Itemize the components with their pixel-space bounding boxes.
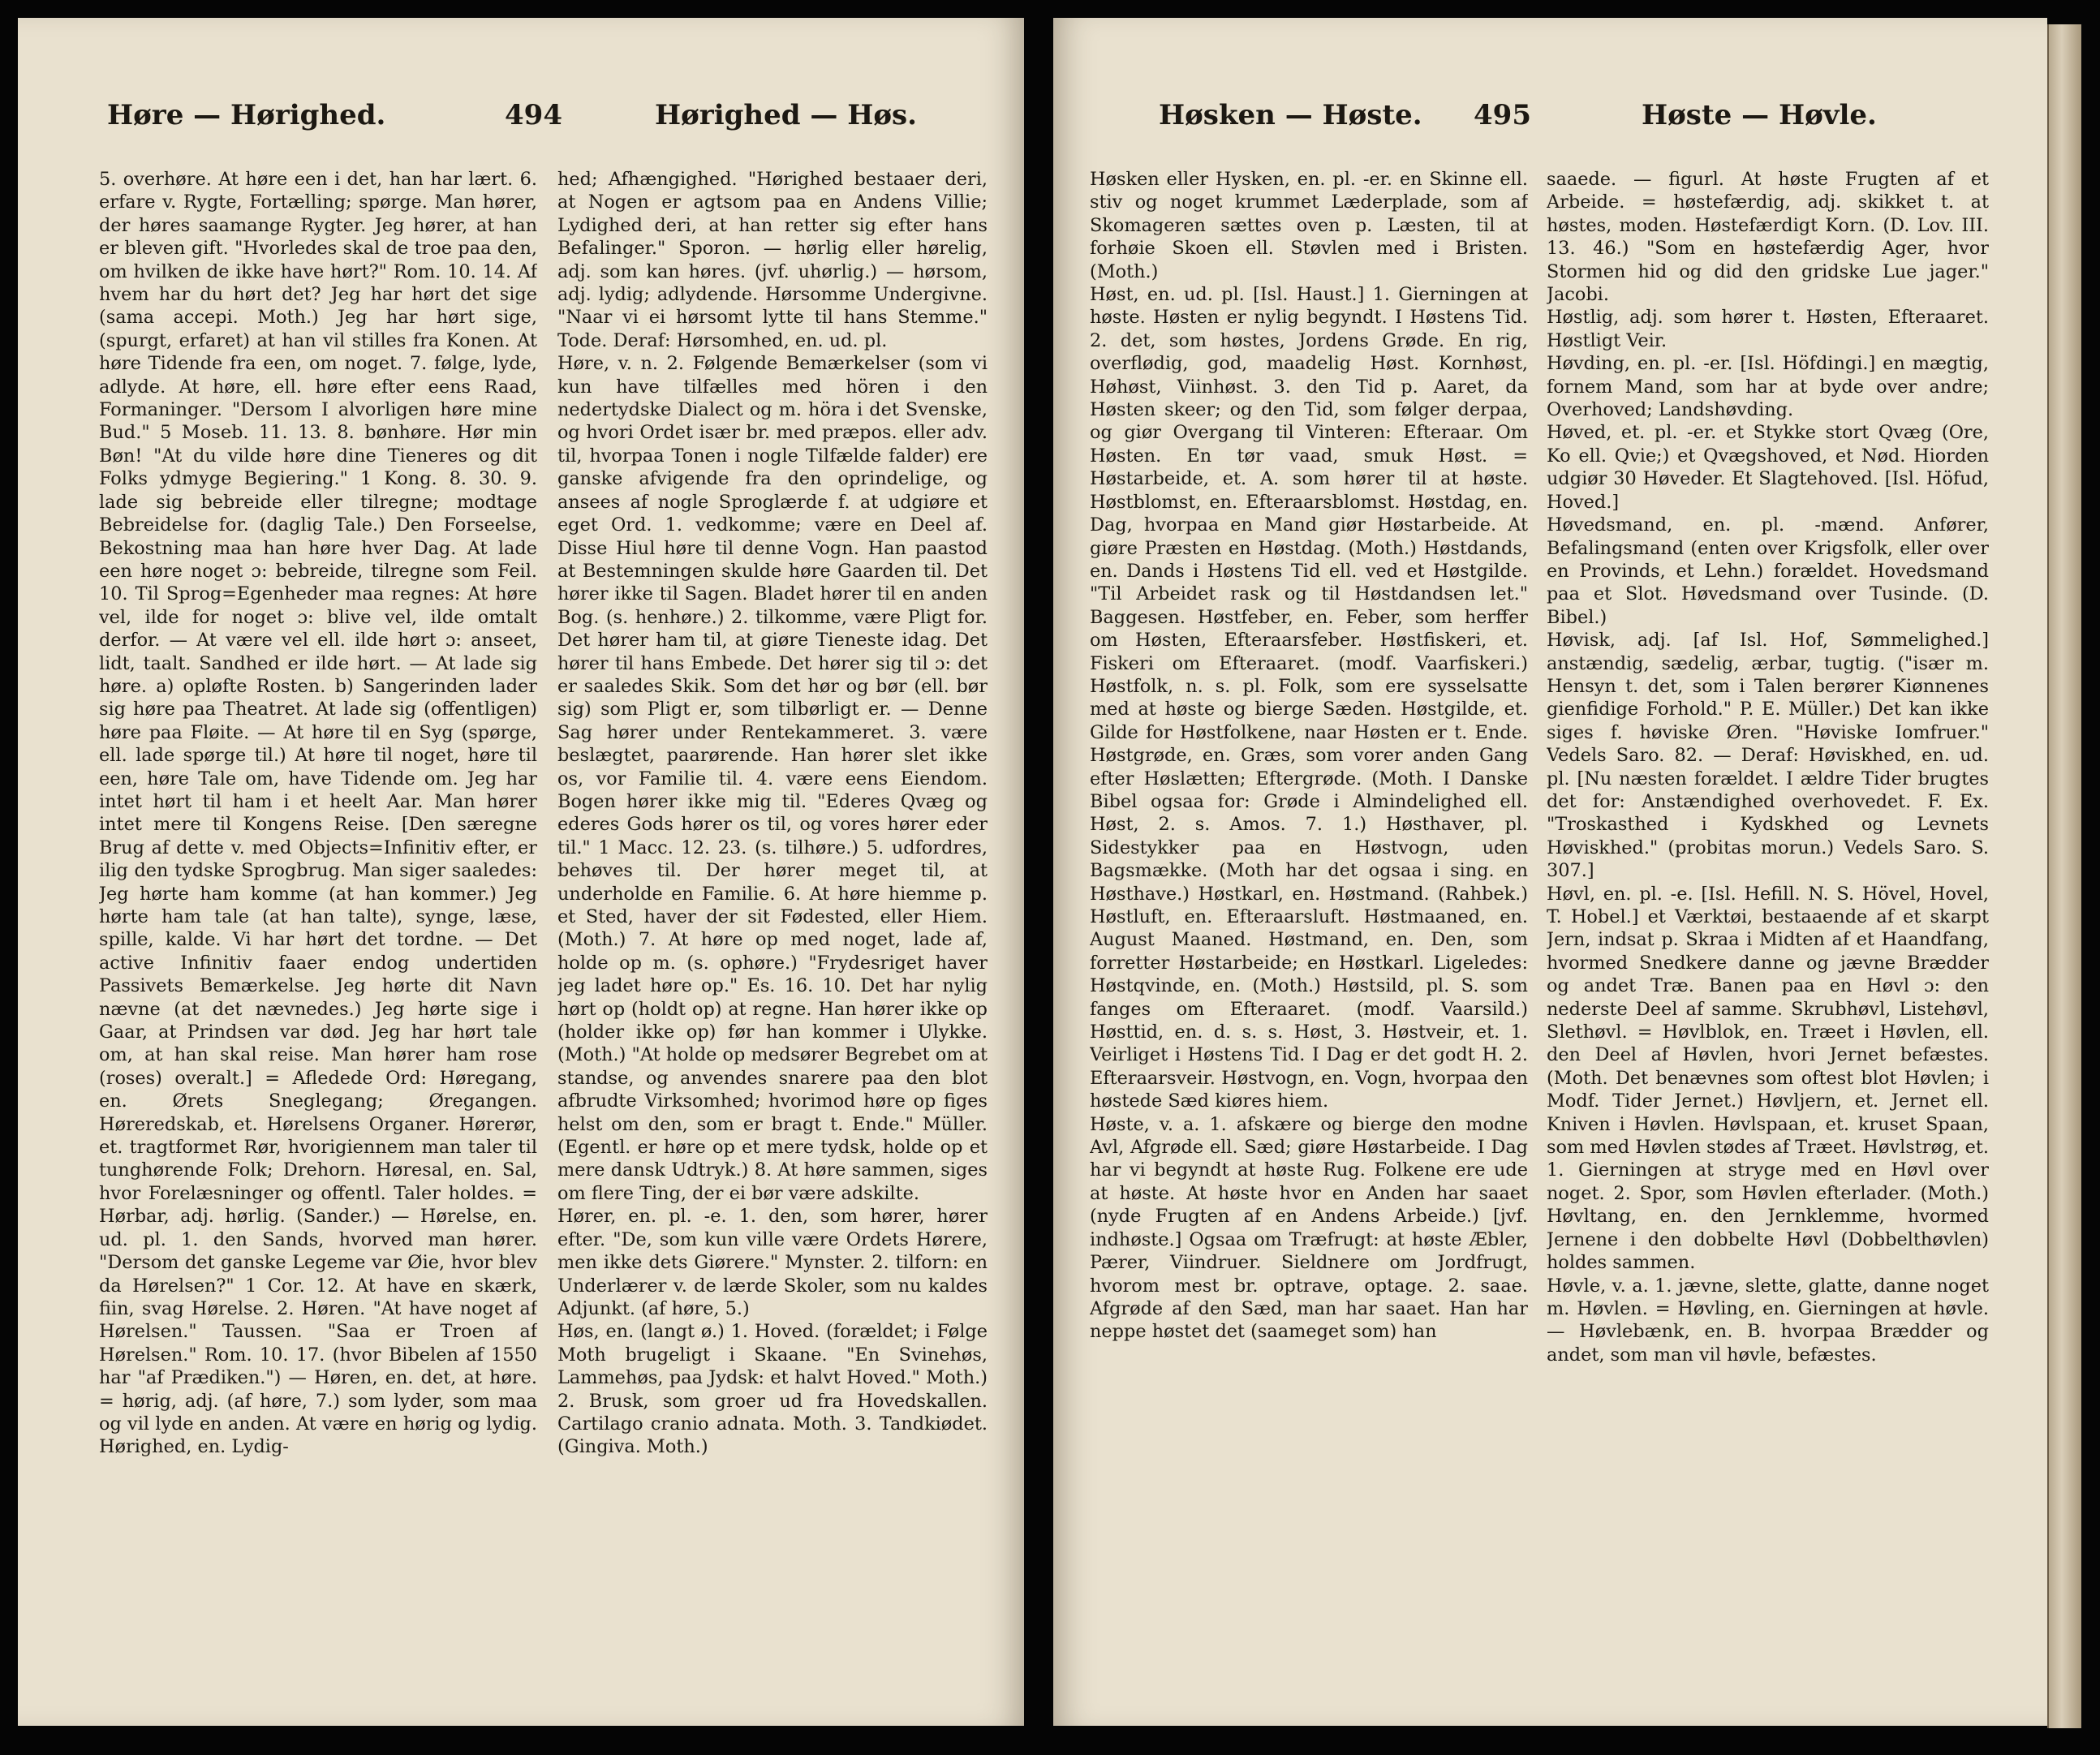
left-page-column-1: 5. overhøre. At høre een i det, han har lært. 6. erfare v. Rygte, Fortælling; spørge. Man hører, der høres saamange Rygter. Jeg hører, at han er bleven gift. "Hvorledes skal de troe paa den, om hvilken de ikke have hørt?" Rom. 10. 14. Af hvem har du hørt det? Jeg har hørt det sige (sama accepi. Moth.) Jeg har hørt sige, (spurgt, erfaret) at han vil stilles fra Konen. At høre Tidende fra een, om noget. 7. følge, lyde, adlyde. At høre, ell. høre efter eens Raad, Formaninger. "Dersom I alvorligen høre mine Bud." 5 Mosеb. 11. 13. 8. bønhøre. Hør min Bøn! "At du vilde høre dine Tieneres og dit Folks ydmyge Begiering." 1 Kong. 8. 30. 9. lade sig bebreide eller tilregne; modtage Bebreidelse for. (daglig Tale.) Den Forseelse, Bekostning maa han høre hver Dag. At lade een høre noget ɔ: bebreide, tilregne som Feil. 10. Til Sprog=Egenheder maa regnes: At høre vel, ilde for noget ɔ: blive vel, ilde omtalt derfor. — At være vel ell. ilde hørt ɔ: anseet, lidt, taalt. Sandhed er ilde hørt. — At lade sig høre. a) opløfte Rosten. b) Sangerinden lader sig høre paa Theatret. At lade sig (offentligen) høre paa Fløite. — At høre til en Syg (spørge, ell. lade spørge til.) At høre til noget, høre til een, høre Tale om, have Tidende om. Jeg har intet hørt til ham i et heelt Aar. Man hører intet mere til Kongens Reise. [Den særegne Brug af dette v. med Objects=Infinitiv efter, er ilig den tydske Sprogbrug. Man siger saaledes: Jeg hørte ham komme (at han kommer.) Jeg hørte ham tale (at han talte), synge, læse, spille, kalde. Vi har hørt det tordne. — Det active Infinitiv faaer endog undertiden Passivets Bemærkelse. Jeg hørte dit Navn nævne (at det nævnedes.) Jeg hørte sige i Gaar, at Prindsen var død. Jeg har hørt tale om, at han skal reise. Man hører ham rose (roses) overalt.] = Afledede Ord: Høregang, en. Ørets Sneglegang; Øregangen. Høreredskab, et. Hørelsens Organer. Hørerør, et. tragtformet Rør, hvorigiennem man taler til tunghørende Folk; Drehorn. Høresal, en. Sal, hvor Forelæsninger og offentl. Taler holdes. = Hørbar, adj. hørlig. (Sander.) — Hørelse, en. ud. pl. 1. den Sands, hvorved man hører. "Dersom det ganske Legeme var Øie, hvor blev da Hørelsen?" 1 Cor. 12. At have en skærk, fiin, svag Hørelse. 2. Høren. "At have noget af Hørelsen." Taussen. "Saa er Troen af Hørelsen." Rom. 10. 17. (hvor Bibelen af 1550 har "af Prædiken.") — Høren, en. det, at høre. = hørig, adj. (af høre, 7.) som lyder, som maa og vil lyde en anden. At være en hørig og lydig. Hørighed, en. Lydig-	[99, 169, 537, 1458]
left-page-header-right: Hørighed — Høs.	[655, 99, 917, 131]
left-page-header	[18, 99, 1024, 148]
right-page	[1053, 18, 2047, 1726]
left-page-header-left: Høre — Hørighed.	[107, 99, 386, 131]
right-page-header	[1053, 99, 2047, 148]
book-page-edges	[2047, 24, 2081, 1728]
right-page-column-2: saaede. — figurl. At høste Frugten af et Arbeide. = høstefærdig, adj. skikket t. at høstes, moden. Høstefærdigt Korn. (D. Lov. III. 13. 46.) "Som en høstefærdig Ager, hvor Stormen hid og did den gridske Lue jager." Jacobi. Høstlig, adj. som hører t. Høsten, Efteraaret. Høstligt Veir. Høvding, en. pl. -er. [Isl. Höfdingi.] en mægtig, fornem Mand, som har at byde over andre; Overhoved; Landshøvding. Høved, et. pl. -er. et Stykke stort Qvæg (Ore, Ko ell. Qvie;) et Qvægshoved, et Nød. Hiorden udgiør 30 Høveder. Et Slagtehoved. [Isl. Höfud, Hoved.] Høvedsmand, en. pl. -mænd. Anfører, Befalingsmand (enten over Krigsfolk, eller over en Provinds, et Lehn.) forældet. Hovedsmand paa et Slot. Høvedsmand over Tusinde. (D. Bibel.) Høvisk, adj. [af Isl. Hof, Sømmelighed.] anstændig, sædelig, ærbar, tugtig. ("især m. Hensyn t. det, som i Talen berører Kiønnenes gienfidige Forhold." P. E. Müller.) Det kan ikke siges f. høviske Øren. "Høviske Iomfruer." Vedels Saro. 82. — Deraf: Høviskhed, en. ud. pl. [Nu næsten forældet. I ældre Tider brugtes det for: Anstændighed overhovedet. F. Ex. "Troskasthed i Kydskhed og Levnets Høviskhed." (probitas morun.) Vedels Saro. S. 307.] Høvl, en. pl. -e. [Isl. Hefill. N. S. Hövel, Hovel, T. Hobel.] et Værktøi, bestaaende af et skarpt Jern, indsat p. Skraa i Midten af et Haandfang, hvormed Snedkere danne og jævne Brædder og andet Træ. Banen paa en Høvl ɔ: den nederste Deel af samme. Skrubhøvl, Listehøvl, Slethøvl. = Høvlblok, en. Træet i Høvlen, ell. den Deel af Høvlen, hvori Jernet befæstes. (Moth. Det benævnes som oftest blot Høvlen; i Modf. Tider Jernet.) Høvljern, et. Jernet ell. Kniven i Høvlen. Høvlspaan, et. kruset Spaan, som med Høvlen stødes af Træet. Høvlstrøg, et. 1. Gierningen at stryge med en Høvl over noget. 2. Spor, som Høvlen efterlader. (Moth.) Høvltang, en. den Jernklemme, hvormed Jernene i den dobbelte Høvl (Dobbelthøvlen) holdes sammen. Høvle, v. a. 1. jævne, slette, glatte, danne noget m. Høvlen. = Høvling, en. Gierningen at høvle. — Høvlebænk, en. B. hvorpaa Brædder og andet, som man vil høvle, befæstes.	[1547, 169, 1989, 1366]
left-page	[18, 18, 1024, 1726]
left-page-column-2: hed; Afhængighed. "Hørighed bestaaer deri, at Nogen er agtsom paa en Andens Villie; Lydighed deri, at han retter sig efter hans Befalinger." Sporon. — hørlig eller hørelig, adj. som kan høres. (jvf. uhørlig.) — hørsom, adj. lydig; adlydende. Hørsomme Undergivne. "Naar vi ei hørsomt lytte til hans Stemme." Tode. Deraf: Hørsomhed, en. ud. pl. Høre, v. n. 2. Følgende Bemærkelser (som vi kun have tilfælles med hören i den nedertydske Dialect og m. höra i det Svenske, og hvori Ordet især br. med præpos. eller adv. til, hvorpaa Tonen i nogle Tilfælde falder) ere ganske afvigende fra den oprindelige, og ansees af nogle Sproglærde f. at udgiøre et eget Ord. 1. vedkomme; være en Deel af. Disse Hiul høre til denne Vogn. Han paastod at Bestemningen skulde høre Gaarden til. Det hører ikke til Sagen. Bladet hører til en anden Bog. (s. henhøre.) 2. tilkomme, være Pligt for. Det hører ham til, at giøre Tieneste idag. Det hører til hans Embede. Det hører sig til ɔ: det er saaledes Skik. Som det hør og bør (ell. bør sig) som Pligt er, som tilbørligt er. — Denne Sag hører under Rentekammeret. 3. være beslægtet, paarørende. Han hører slet ikke os, vor Familie til. 4. være eens Eiendom. Bogen hører ikke mig til. "Ederes Qvæg og ederes Gods hører os til, og vores hører eder til." 1 Macc. 12. 23. (s. tilhøre.) 5. udfordres, behøves til. Der hører meget til, at underholde en Familie. 6. At høre hiemme p. et Sted, haver der sit Fødested, eller Hiem. (Moth.) 7. At høre op med noget, lade af, holde op m. (s. ophøre.) "Frydesriget haver jeg ladet høre op." Es. 16. 10. Det har nylig hørt op (holdt op) at regne. Han hører ikke op (holder ikke op) før han kommer i Ulykke. (Moth.) "At holde op medsører Begrebet om at standse, og anvendes snarere paa den blot afbrudte Virksomhed; hvorimod høre op figes helst om den, som er bragt t. Ende." Müller. (Egentl. er høre op et mere tydsk, holde op et mere dansk Udtryk.) 8. At høre sammen, siges om flere Ting, der ei bør være adskilte. Hører, en. pl. -e. 1. den, som hører, hører efter. "De, som kun ville være Ordets Hørere, men ikke dets Giørere." Mynster. 2. tilforn: en Underlærer v. de lærde Skoler, som nu kaldes Adjunkt. (af høre, 5.) Høs, en. (langt ø.) 1. Hoved. (forældet; i Følge Moth brugeligt i Skaane. "En Svinehøs, Lammehøs, paa Jydsk: et halvt Hoved." Moth.) 2. Brusk, som groer ud fra Hovedskallen. Cartilago cranio adnata. Moth. 3. Tandkiødet. (Gingiva. Moth.)	[557, 169, 988, 1458]
right-page-header-left: Høsken — Høste.	[1159, 99, 1422, 131]
right-page-column-1: Høsken eller Hysken, en. pl. -er. en Skinne ell. stiv og noget krummet Læderplade, som af Skomageren sættes oven p. Læsten, til at forhøie Skoen ell. Støvlen med i Bristen. (Moth.) Høst, en. ud. pl. [Isl. Haust.] 1. Gierningen at høste. Høsten er nylig begyndt. I Høstens Tid. 2. det, som høstes, Jordens Grøde. En rig, overflødig, god, maadelig Høst. Kornhøst, Høhøst, Viinhøst. 3. den Tid p. Aaret, da Høsten skeer; og den Tid, som følger derpaa, og giør Overgang til Vinteren: Efteraar. Om Høsten. En tør vaad, smuk Høst. = Høstarbeide, et. A. som hører til at høste. Høstblomst, en. Efteraarsblomst. Høstdag, en. Dag, hvorpaa en Mand giør Høstarbeide. At giøre Præsten en Høstdag. (Moth.) Høstdands, en. Dands i Høstens Tid ell. ved et Høstgilde. "Til Arbeidet rask og til Høstdandsen let." Baggesen. Høstfeber, en. Feber, som herffer om Høsten, Efteraarsfeber. Høstfiskeri, et. Fiskeri om Efteraaret. (modf. Vaarfiskeri.) Høstfolk, n. s. pl. Folk, som ere sysselsatte med at høste og bierge Sæden. Høstgilde, et. Gilde for Høstfolkene, naar Høsten er t. Ende. Høstgrøde, en. Græs, som vorer anden Gang efter Høslætten; Eftergrøde. (Moth. I Danske Bibel ogsaa for: Grøde i Almindelighed ell. Høst, 2. s. Amos. 7. 1.) Høsthaver, pl. Sidestykker paa en Høstvogn, uden Bagsmække. (Moth har det ogsaa i sing. en Høsthave.) Høstkarl, en. Høstmand. (Rahbek.) Høstluft, en. Efteraarsluft. Høstmaaned, en. August Maaned. Høstmand, en. Den, som forretter Høstarbeide; en Høstkarl. Ligeledes: Høstqvinde, en. (Moth.) Høstsild, pl. S. som fanges om Efteraaret. (modf. Vaarsild.) Høsttid, en. d. s. s. Høst, 3. Høstveir, et. 1. Veirliget i Høstens Tid. I Dag er det godt H. 2. Efteraarsveir. Høstvogn, en. Vogn, hvorpaa den høstede Sæd kiøres hiem. Høste, v. a. 1. afskære og bierge den modne Avl, Afgrøde ell. Sæd; giøre Høstarbeide. I Dag har vi begyndt at høste Rug. Folkene ere ude at høste. At høste hvor en Anden har saaet (nyde Frugten af en Andens Arbeide.) [jvf. indhøste.] Ogsaa om Træfrugt: at høste Æbler, Pærer, Viindruer. Sieldnere om Jordfrugt, hvorom mest br. optrave, optage. 2. saae. Afgrøde af den Sæd, man har saaet. Han har neppe høstet det (saameget som) han	[1090, 169, 1528, 1343]
left-page-number: 494	[505, 99, 562, 131]
right-page-header-right: Høste — Høvle.	[1642, 99, 1877, 131]
right-page-number: 495	[1474, 99, 1531, 131]
